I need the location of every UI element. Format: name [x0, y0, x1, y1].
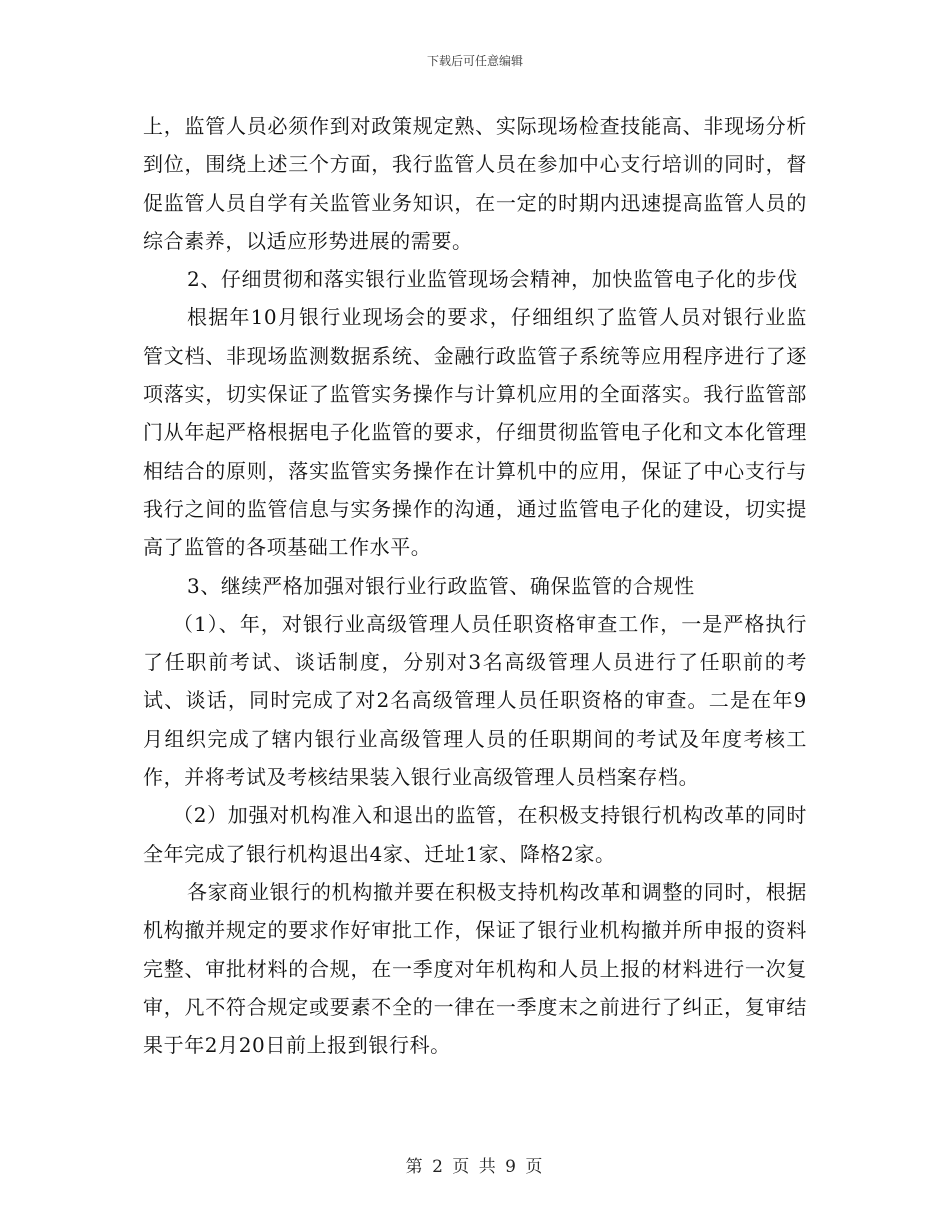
paragraph-branch-consolidation: 各家商业银行的机构撤并要在积极支持机构改革和调整的同时，根据机构撤并规定的要求作好审批工作，保证了银行业机构撤并所申报的资料完整、审批材料的合规，在一季度对年机构和人员上报的材料进行一次复审，凡不符合规定或要素不全的一律在一季度末之前进行了纠正，复审结果于年2月20日前上报到银行科。	[143, 879, 807, 1058]
page-footer: 第 2 页 共 9 页	[405, 1157, 545, 1177]
page-header: 下载后可任意编辑	[426, 54, 523, 68]
section-heading-3: 3、继续严格加强对银行业行政监管、确保监管的合规性	[187, 573, 695, 598]
document-body	[143, 107, 807, 1064]
paragraph-continuation: 上，监管人员必须作到对政策规定熟、实际现场检查技能高、非现场分析到位，围绕上述三个方面，我行监管人员在参加中心支行培训的同时，督促监管人员自学有关监管业务知识，在一定的时期内迅速提高监管人员的综合素养，以适应形势进展的需要。	[143, 114, 807, 253]
paragraph-item-1: （1）、年，对银行业高级管理人员任职资格审查工作，一是严格执行了任职前考试、谈话制度，分别对3名高级管理人员进行了任职前的考试、谈话，同时完成了对2名高级管理人员任职资格的审查。二是在年9月组织完成了辖内银行业高级管理人员的任职期间的考试及年度考核工作，并将考试及考核结果装入银行业高级管理人员档案存档。	[143, 611, 807, 790]
section-heading-2: 2、仔细贯彻和落实银行业监管现场会精神，加快监管电子化的步伐	[187, 267, 798, 292]
paragraph-item-2: （2）加强对机构准入和退出的监管，在积极支持银行机构改革的同时全年完成了银行机构退出4家、迁址1家、降格2家。	[143, 803, 807, 866]
paragraph-electronic-supervision: 根据年10月银行业现场会的要求，仔细组织了监管人员对银行业监管文档、非现场监测数据系统、金融行政监管子系统等应用程序进行了逐项落实，切实保证了监管实务操作与计算机应用的全面落实。我行监管部门从年起严格根据电子化监管的要求，仔细贯彻监管电子化和文本化管理相结合的原则，落实监管实务操作在计算机中的应用，保证了中心支行与我行之间的监管信息与实务操作的沟通，通过监管电子化的建设，切实提高了监管的各项基础工作水平。	[143, 305, 807, 560]
